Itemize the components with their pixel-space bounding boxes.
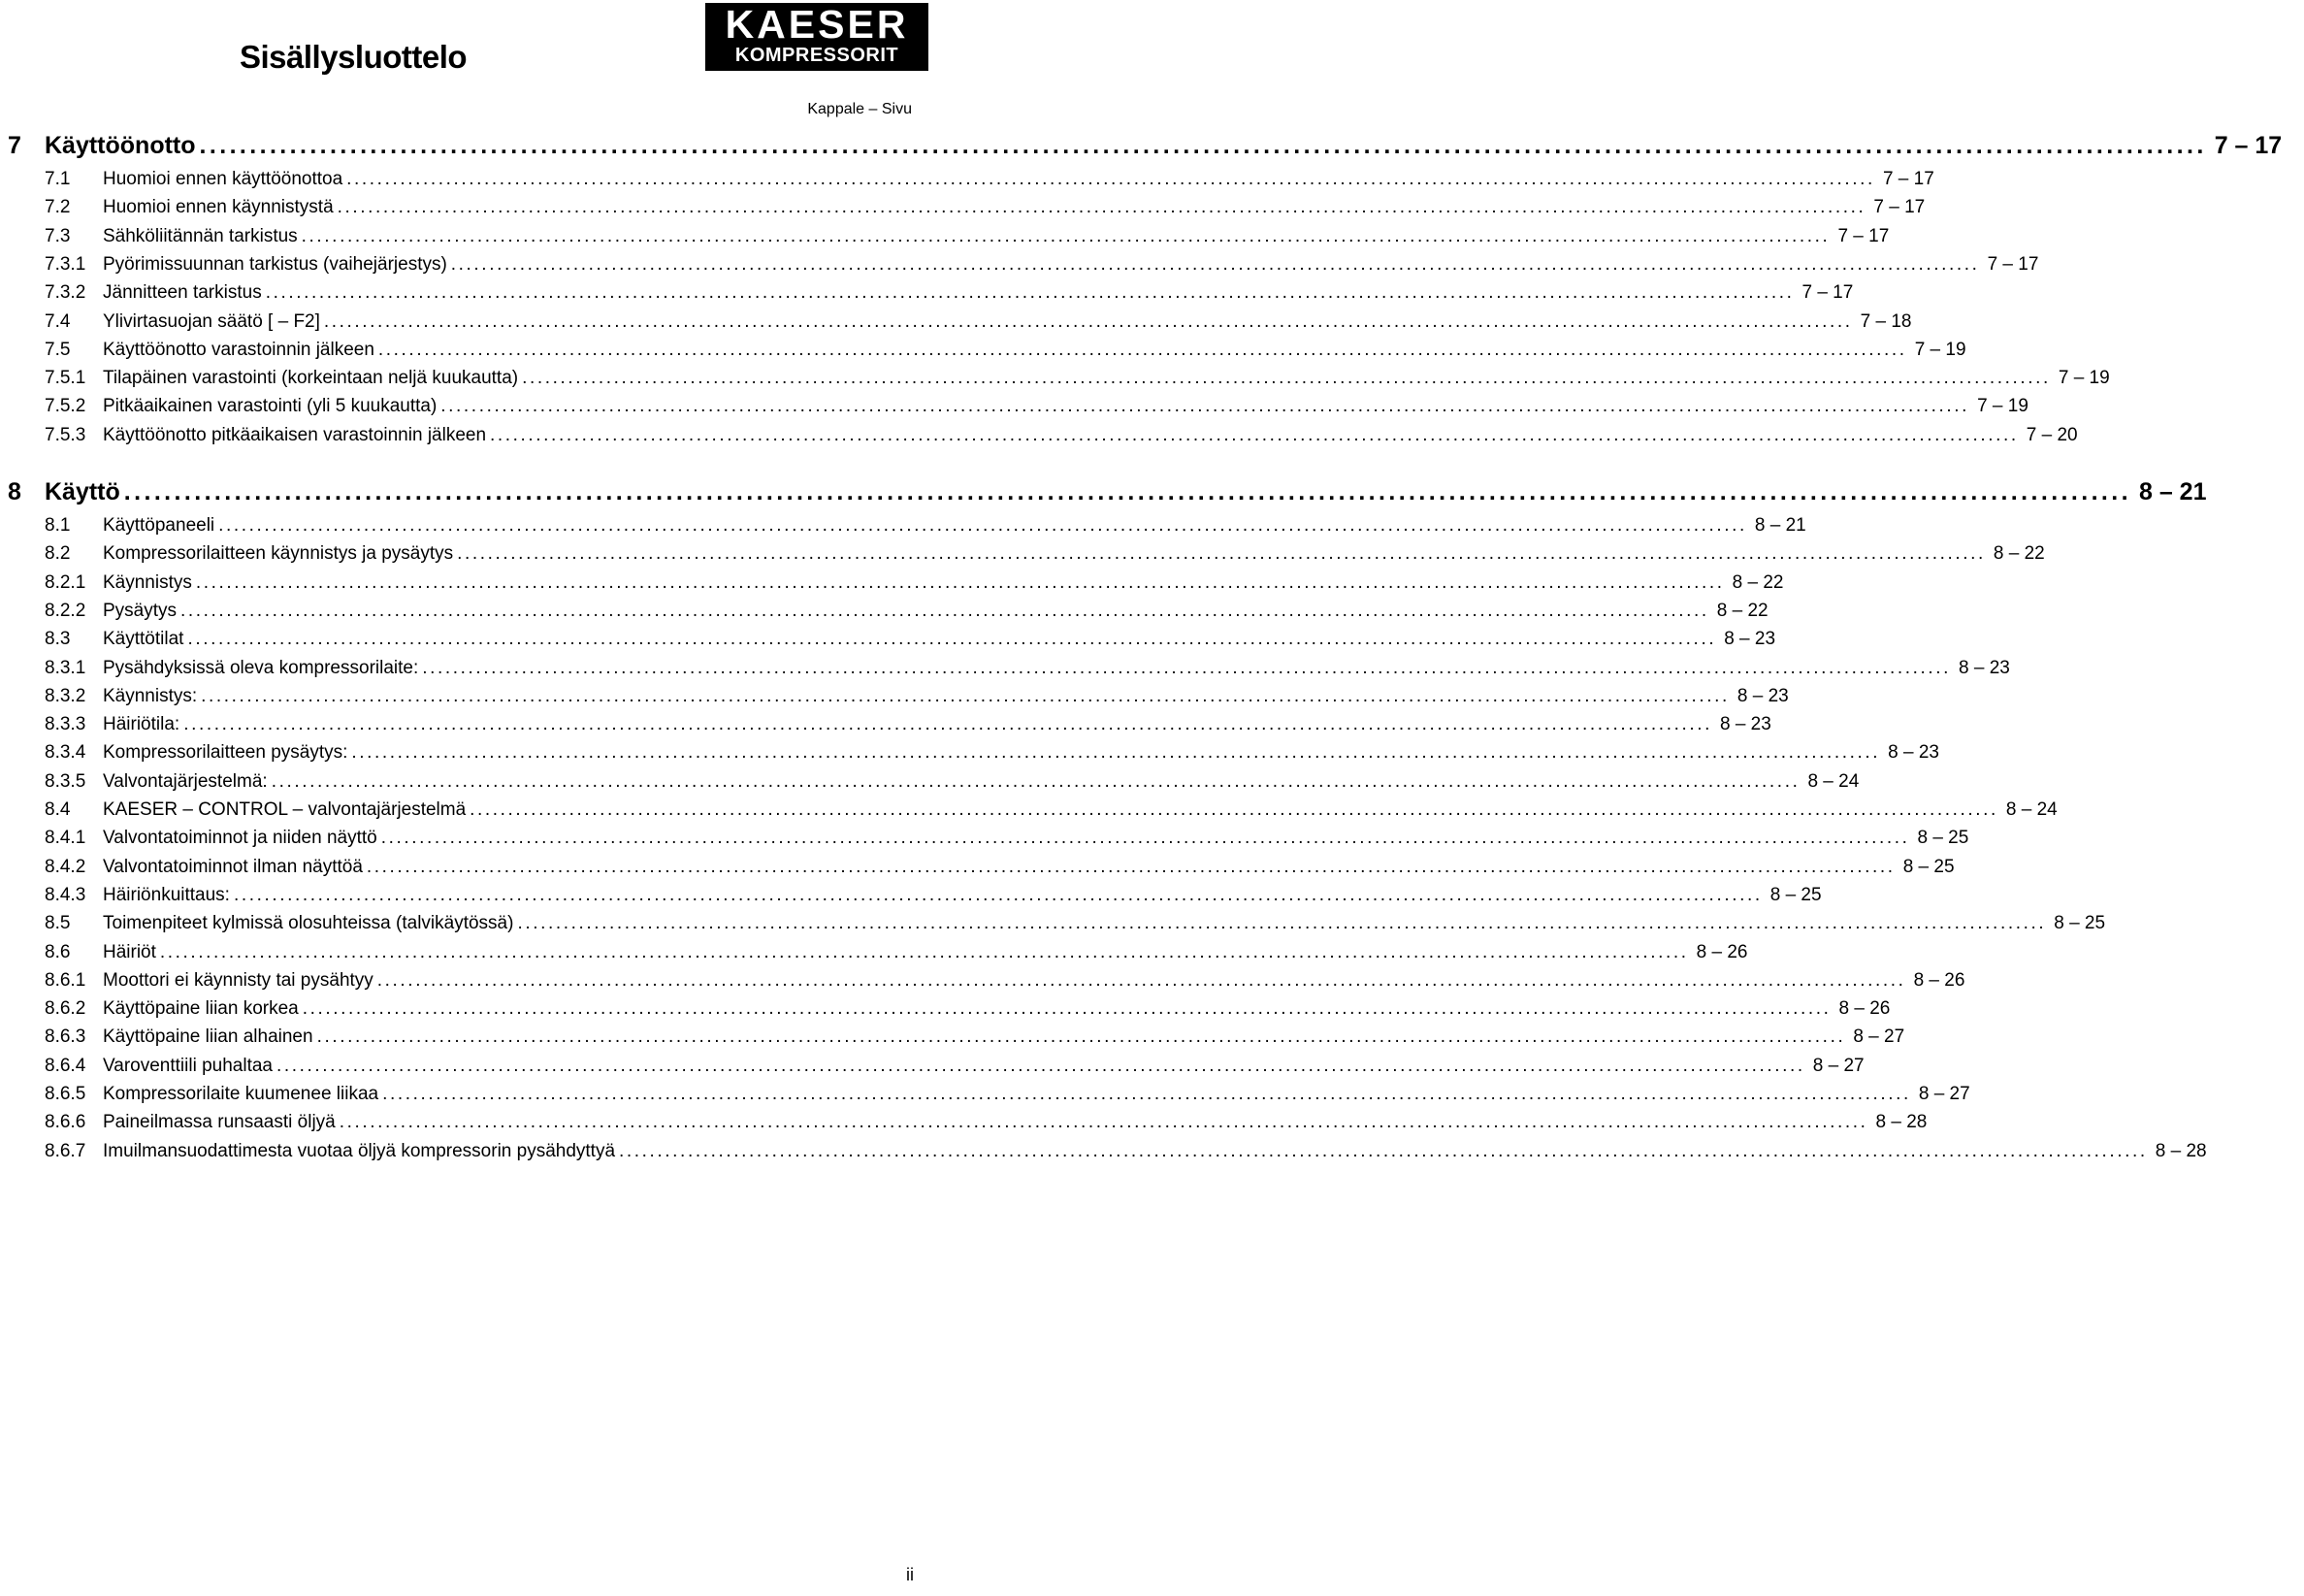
toc-leader-dots: ........................................................................................................................................................................................................ bbox=[376, 969, 1906, 991]
toc-entry[interactable] bbox=[45, 799, 2058, 821]
toc-entry-number: 8.4.1 bbox=[45, 828, 86, 849]
toc-entry-title: Imuilmansuodattimesta vuotaa öljyä kompressorin pysähdyttyä bbox=[103, 1140, 616, 1161]
toc-leader-dots: ........................................................................................................................................................................................................ bbox=[346, 169, 1875, 189]
toc-entry-page: 8 – 28 bbox=[2155, 1140, 2207, 1161]
toc-entry-number: 8.2.2 bbox=[45, 600, 86, 621]
toc-entry[interactable] bbox=[45, 543, 2045, 565]
toc-entry[interactable] bbox=[45, 1084, 1970, 1105]
toc-entry[interactable] bbox=[45, 998, 1891, 1020]
toc-entry-title: Huomioi ennen käynnistystä bbox=[103, 197, 334, 218]
toc-entry-number: 7.2 bbox=[45, 197, 71, 218]
toc-entry-number: 7.5.3 bbox=[45, 424, 86, 445]
toc-entry-page: 8 – 22 bbox=[1716, 600, 1769, 621]
toc-entry-title: Jännitteen tarkistus bbox=[103, 282, 262, 304]
toc-entry[interactable] bbox=[45, 253, 2039, 276]
toc-entry-page: 8 – 22 bbox=[1993, 543, 2045, 565]
toc-entry-page: 8 – 22 bbox=[1732, 571, 1784, 593]
toc-entry[interactable] bbox=[45, 742, 1939, 764]
toc-entry-title: Käyttöpaneeli bbox=[103, 515, 215, 536]
toc-entry[interactable] bbox=[45, 515, 1806, 537]
toc-entry-page: 7 – 17 bbox=[1987, 253, 2039, 275]
toc-entry-page: 7 – 17 bbox=[1873, 197, 1926, 218]
toc-entry-page: 8 – 25 bbox=[1917, 828, 1969, 849]
toc-entry-number: 7.5.2 bbox=[45, 396, 86, 417]
toc-entry-title: Tilapäinen varastointi (korkeintaan neljä kuukautta) bbox=[103, 368, 519, 389]
toc-entry-title: Valvontatoiminnot ilman näyttöä bbox=[103, 856, 363, 877]
toc-entry-page: 8 – 27 bbox=[1918, 1084, 1970, 1104]
toc-entry-title: Sähköliitännän tarkistus bbox=[103, 225, 298, 246]
toc-entry-number: 7.3 bbox=[45, 225, 71, 246]
kaeser-logo bbox=[705, 3, 928, 71]
toc-entry-title: Käyttöönotto pitkäaikaisen varastoinnin jälkeen bbox=[103, 424, 487, 445]
logo-brand-text: KAESER bbox=[725, 2, 909, 47]
toc-entry-page: 8 – 26 bbox=[1696, 941, 1748, 962]
toc-entry-title: Toimenpiteet kylmissä olosuhteissa (talvikäytössä) bbox=[103, 913, 514, 934]
toc-entry-number: 8.2.1 bbox=[45, 571, 86, 593]
toc-entry-title: Kompressorilaite kuumenee liikaa bbox=[103, 1084, 379, 1104]
toc-leader-dots: ........................................................................................................................................................................................................ bbox=[377, 339, 1907, 360]
toc-entry-number: 8.5 bbox=[45, 913, 71, 934]
toc-leader-dots: ........................................................................................................................................................................................................ bbox=[490, 424, 2019, 445]
page-number: ii bbox=[906, 1565, 914, 1584]
toc-leader-dots: ........................................................................................................................................................................................................ bbox=[339, 1112, 1868, 1133]
toc-entry-number: 7 bbox=[8, 132, 21, 159]
toc-entry-page: 8 – 25 bbox=[2054, 913, 2106, 934]
toc-entry-page: 8 – 27 bbox=[1812, 1055, 1865, 1076]
toc-entry-title: Valvontajärjestelmä: bbox=[103, 770, 268, 792]
toc-entry[interactable] bbox=[45, 685, 1789, 707]
toc-entry-number: 8.6.5 bbox=[45, 1084, 86, 1104]
toc-entry-number: 7.3.2 bbox=[45, 282, 86, 304]
toc-leader-dots: ........................................................................................................................................................................................................ bbox=[180, 600, 1709, 621]
toc-leader-dots: ........................................................................................................................................................................................................ bbox=[470, 799, 1998, 820]
toc-entry-title: Käyttötilat bbox=[103, 629, 184, 650]
toc-leader-dots: ........................................................................................................................................................................................................ bbox=[276, 1055, 1805, 1076]
toc-entry-page: 8 – 23 bbox=[1719, 714, 1771, 735]
toc-leader-dots: ........................................................................................................................................................................................................ bbox=[351, 742, 1881, 764]
toc-entry-page: 8 – 21 bbox=[1754, 515, 1806, 536]
toc-entry-title: Pysähdyksissä oleva kompressorilaite: bbox=[103, 657, 419, 678]
toc-entry-number: 8.2 bbox=[45, 543, 71, 565]
toc-entry-number: 8.1 bbox=[45, 515, 71, 536]
toc-entry-title: Häiriötila: bbox=[103, 714, 180, 735]
toc-entry-page: 8 – 24 bbox=[2005, 799, 2058, 820]
toc-entry-page: 8 – 21 bbox=[2138, 478, 2207, 505]
toc-entry-page: 7 – 18 bbox=[1860, 310, 1912, 332]
toc-entry-number: 8 bbox=[8, 478, 21, 505]
toc-entry-number: 8.4.3 bbox=[45, 884, 86, 905]
toc-entry-title: KAESER – CONTROL – valvontajärjestelmä bbox=[103, 799, 467, 820]
toc-entry-number: 8.6.7 bbox=[45, 1140, 86, 1161]
toc-entry-page: 8 – 26 bbox=[1838, 998, 1891, 1020]
toc-leader-dots: ........................................................................................................................................................................................................ bbox=[522, 368, 2051, 389]
page-title: Sisällysluottelo bbox=[240, 39, 468, 75]
toc-leader-dots: ........................................................................................................................................................................................................ bbox=[422, 657, 1952, 678]
toc-entry-number: 7.5 bbox=[45, 339, 71, 360]
toc-entry-title: Ylivirtasuojan säätö [ – F2] bbox=[103, 310, 320, 332]
toc-entry-number: 7.3.1 bbox=[45, 253, 86, 275]
toc-entry-number: 7.1 bbox=[45, 169, 71, 189]
toc-entry[interactable] bbox=[45, 571, 1784, 594]
toc-entry[interactable] bbox=[45, 1140, 2207, 1162]
toc-entry-page: 8 – 25 bbox=[1902, 856, 1955, 877]
toc-leader-dots: ........................................................................................................................................................................................................ bbox=[517, 913, 2047, 934]
toc-leader-dots: ........................................................................................................................................................................................................ bbox=[195, 571, 1725, 593]
toc-entry[interactable] bbox=[45, 856, 1955, 878]
toc-entry-page: 7 – 19 bbox=[2058, 368, 2110, 389]
toc-leader-dots: ........................................................................................................................................................................................................ bbox=[619, 1140, 2148, 1161]
toc-chapter-entry[interactable] bbox=[8, 132, 2283, 160]
toc-entry-page: 8 – 26 bbox=[1913, 969, 1965, 991]
toc-entry-page: 8 – 23 bbox=[1959, 657, 2010, 678]
toc-leader-dots: ........................................................................................................................................................................................................ bbox=[366, 856, 1896, 877]
toc-entry[interactable] bbox=[45, 828, 1969, 849]
toc-entry-number: 8.6.2 bbox=[45, 998, 86, 1020]
toc-leader-dots: ........................................................................................................................................................................................................ bbox=[337, 197, 1866, 218]
toc-leader-dots: ........................................................................................................................................................................................................ bbox=[218, 515, 1747, 536]
toc-entry-number: 8.3.2 bbox=[45, 685, 86, 706]
toc-leader-dots: ........................................................................................................................................................................................................ bbox=[380, 828, 1910, 849]
toc-entry[interactable] bbox=[45, 714, 1771, 735]
toc-leader-dots: ........................................................................................................................................................................................................ bbox=[440, 396, 1970, 417]
toc-entry[interactable] bbox=[45, 169, 1934, 190]
toc-entry[interactable] bbox=[45, 657, 2010, 679]
toc-entry[interactable] bbox=[45, 282, 1854, 304]
toc-entry-number: 8.3.1 bbox=[45, 657, 86, 678]
toc-leader-dots: ........................................................................................................................................................................................................ bbox=[183, 714, 1712, 735]
toc-entry-title: Kompressorilaitteen käynnistys ja pysäytys bbox=[103, 543, 454, 565]
toc-entry-number: 8.6.3 bbox=[45, 1026, 86, 1048]
toc-entry-page: 7 – 17 bbox=[1801, 282, 1854, 304]
toc-entry-title: Pitkäaikainen varastointi (yli 5 kuukautta) bbox=[103, 396, 438, 417]
toc-entry[interactable] bbox=[45, 310, 1912, 333]
toc-entry-title: Pysäytys bbox=[103, 600, 178, 621]
toc-entry-title: Häiriöt bbox=[103, 941, 156, 962]
toc-entry[interactable] bbox=[45, 770, 1860, 793]
toc-entry[interactable] bbox=[45, 913, 2106, 934]
toc-leader-dots: ........................................................................................................................................................................................................ bbox=[233, 884, 1763, 905]
toc-entry-page: 7 – 19 bbox=[1977, 396, 2028, 417]
toc-entry[interactable] bbox=[45, 969, 1965, 992]
toc-entry[interactable] bbox=[45, 600, 1769, 622]
toc-entry-title: Käyttöpaine liian korkea bbox=[103, 998, 299, 1020]
toc-entry-number: 8.3.4 bbox=[45, 742, 86, 764]
logo-subtitle-text: KOMPRESSORIT bbox=[734, 45, 899, 66]
toc-entry-page: 7 – 17 bbox=[1837, 225, 1890, 246]
toc-leader-dots: ........................................................................................................................................................................................................ bbox=[450, 253, 1980, 275]
toc-entry-title: Pyörimissuunnan tarkistus (vaihejärjestys) bbox=[103, 253, 447, 275]
toc-leader-dots: ........................................................................................................................................................................................................ bbox=[323, 310, 1853, 332]
toc-entry-title: Paineilmassa runsaasti öljyä bbox=[103, 1112, 336, 1133]
toc-entry-number: 8.6 bbox=[45, 941, 71, 962]
toc-entry-title: Huomioi ennen käyttöönottoa bbox=[103, 169, 343, 189]
toc-entry-page: 8 – 23 bbox=[1724, 629, 1776, 650]
toc-entry-page: 8 – 23 bbox=[1888, 742, 1939, 764]
column-heading: Kappale – Sivu bbox=[807, 101, 912, 117]
toc-entry-title: Häiriönkuittaus: bbox=[103, 884, 230, 905]
toc-leader-dots: ........................................................................................................................................................................................................ bbox=[123, 478, 2131, 505]
toc-entry-title: Käyttö bbox=[45, 478, 120, 505]
toc-entry-page: 7 – 17 bbox=[2214, 132, 2283, 159]
toc-entry[interactable] bbox=[45, 396, 2028, 417]
toc-entry-page: 8 – 24 bbox=[1807, 770, 1860, 792]
toc-leader-dots: ........................................................................................................................................................................................................ bbox=[187, 629, 1717, 650]
toc-leader-dots: ........................................................................................................................................................................................................ bbox=[201, 685, 1730, 706]
toc-leader-dots: ........................................................................................................................................................................................................ bbox=[301, 225, 1831, 246]
toc-entry-page: 8 – 23 bbox=[1736, 685, 1789, 706]
toc-entry[interactable] bbox=[45, 629, 1776, 650]
toc-entry[interactable] bbox=[45, 941, 1748, 963]
toc-entry-number: 8.3.3 bbox=[45, 714, 86, 735]
toc-entry-title: Käyttöönotto varastoinnin jälkeen bbox=[103, 339, 374, 360]
toc-entry[interactable] bbox=[45, 1112, 1928, 1133]
toc-entry-number: 8.3 bbox=[45, 629, 71, 650]
toc-entry[interactable] bbox=[45, 368, 2110, 389]
toc-entry[interactable] bbox=[45, 884, 1822, 906]
toc-entry-title: Käyttöönotto bbox=[45, 132, 196, 159]
toc-entry-number: 8.6.6 bbox=[45, 1112, 86, 1133]
toc-entry-title: Käynnistys bbox=[103, 571, 192, 593]
toc-leader-dots: ........................................................................................................................................................................................................ bbox=[199, 132, 2207, 159]
toc-leader-dots: ........................................................................................................................................................................................................ bbox=[159, 941, 1689, 962]
toc-entry-number: 8.6.1 bbox=[45, 969, 86, 991]
toc-entry-page: 8 – 25 bbox=[1769, 884, 1822, 905]
toc-leader-dots: ........................................................................................................................................................................................................ bbox=[382, 1084, 1911, 1104]
toc-entry[interactable] bbox=[45, 1026, 1905, 1048]
toc-entry-page: 8 – 28 bbox=[1875, 1112, 1928, 1133]
toc-leader-dots: ........................................................................................................................................................................................................ bbox=[316, 1026, 1846, 1048]
toc-entry-page: 7 – 19 bbox=[1914, 339, 1966, 360]
toc-entry[interactable] bbox=[45, 225, 1890, 247]
toc-entry-page: 8 – 27 bbox=[1853, 1026, 1905, 1048]
toc-entry-number: 7.4 bbox=[45, 310, 71, 332]
toc-entry[interactable] bbox=[45, 424, 2078, 446]
toc-leader-dots: ........................................................................................................................................................................................................ bbox=[271, 770, 1801, 792]
toc-entry-title: Moottori ei käynnisty tai pysähtyy bbox=[103, 969, 373, 991]
toc-entry-number: 8.3.5 bbox=[45, 770, 86, 792]
toc-entry-title: Varoventtiili puhaltaa bbox=[103, 1055, 273, 1076]
toc-entry[interactable] bbox=[45, 1055, 1865, 1077]
toc-entry-title: Käyttöpaine liian alhainen bbox=[103, 1026, 313, 1048]
toc-entry[interactable] bbox=[45, 197, 1926, 218]
toc-entry-title: Kompressorilaitteen pysäytys: bbox=[103, 742, 348, 764]
toc-entry-number: 8.4.2 bbox=[45, 856, 86, 877]
toc-leader-dots: ........................................................................................................................................................................................................ bbox=[457, 543, 1986, 565]
toc-entry-page: 7 – 17 bbox=[1882, 169, 1934, 189]
toc-entry-number: 8.6.4 bbox=[45, 1055, 86, 1076]
toc-entry-number: 7.5.1 bbox=[45, 368, 86, 389]
toc-entry-number: 8.4 bbox=[45, 799, 71, 820]
toc-leader-dots: ........................................................................................................................................................................................................ bbox=[265, 282, 1795, 304]
toc-entry-title: Käynnistys: bbox=[103, 685, 198, 706]
toc-entry-page: 7 – 20 bbox=[2026, 424, 2078, 445]
toc-leader-dots: ........................................................................................................................................................................................................ bbox=[302, 998, 1832, 1020]
toc-entry[interactable] bbox=[45, 339, 1966, 361]
toc-chapter-entry[interactable] bbox=[8, 478, 2207, 506]
toc-entry-title: Valvontatoiminnot ja niiden näyttö bbox=[103, 828, 377, 849]
